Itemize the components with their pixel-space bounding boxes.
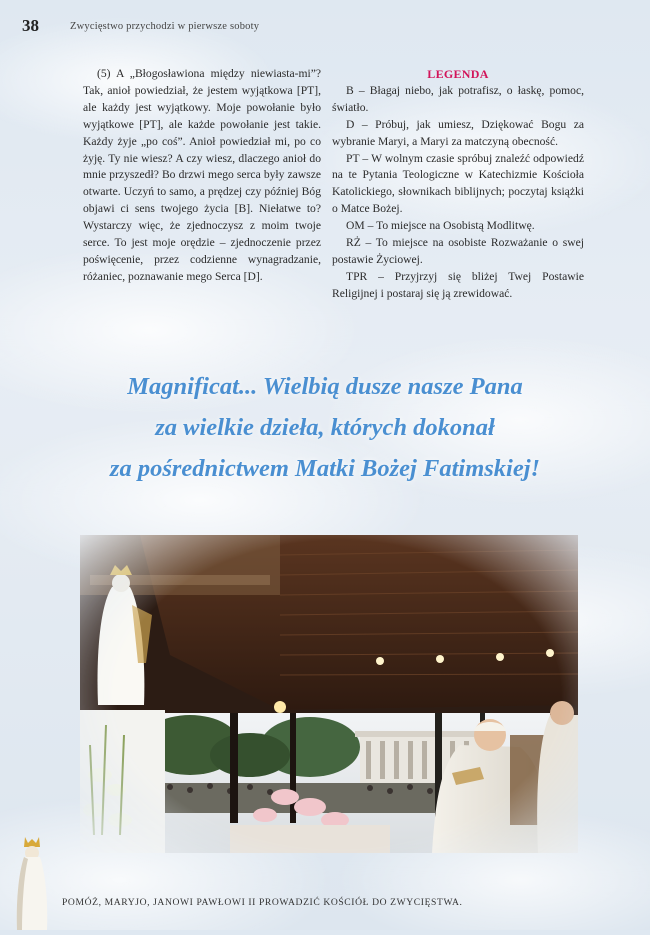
magnificat-slogan [40,366,610,489]
body-paragraph: (5) A „Błogosławiona między niewiasta-mi”? Tak, anioł powiedział, że jestem wyjątkowa [PT], ale każdy jest wyjątkowy. Moje powołanie było wyjątkowe [PT], ale każde powołanie jest takie. Każdy żyje „po coś”. Anioł powiedział mi, po co żyję. Ty nie wiesz? A czy wiesz, dlaczego anioł do mnie przyszedł? Bo drzwi mego serca były zawsze otwarte. Uczyń to samo, a prędzej czy później Bóg objawi ci sens twojego życia [B]. Niełatwe to? Wystarczy więc, że zjednoczysz z moim twoje serce. To jest moje orędzie – zjednoczenie przez poświęcenie, przez codzienne wynagradzanie, różaniec, poznawanie mego Serca [D]. [83,67,321,283]
legend-item-d: D – Próbuj, jak umiesz, Dziękować Bogu za wybranie Maryi, a Maryi za matczyną obecność. [332,117,584,148]
legend-item-pt: PT – W wolnym czasie spróbuj znaleźć odpowiedź na te Pytania Teologiczne w Katechizmie Kościoła Katolickiego, słownikach biblijnych; poczytaj książki o Matce Bożej. [332,151,584,216]
legend-title: LEGENDA [427,67,489,81]
left-column [83,66,321,286]
slogan-line-2: za wielkie dzieła, których dokonał [155,414,495,441]
fatima-statue-icon [14,835,50,930]
legend-item-om: OM – To miejsce na Osobistą Modlitwę. [346,219,535,233]
legend-column [332,66,584,303]
slogan-line-1: Magnificat... Wielbią dusze nasze Pana [127,373,523,400]
footer-prayer: POMÓŻ, MARYJO, JANOWI PAWŁOWI II PROWADZIĆ KOŚCIÓŁ DO ZWYCIĘSTWA. [62,897,463,908]
legend-item-b: B – Błagaj niebo, jak potrafisz, o łaskę, pomoc, światło. [332,83,584,114]
running-head: Zwycięstwo przychodzi w pierwsze soboty [70,21,260,32]
legend-item-rz: RŻ – To miejsce na osobiste Rozważanie o swej postawie Życiowej. [332,236,584,266]
slogan-line-3: za pośrednictwem Matki Bożej Fatimskiej! [109,455,541,482]
pope-at-fatima-photo [80,535,578,853]
page-number: 38 [22,16,39,35]
legend-item-tpr: TPR – Przyjrzyj się bliżej Twej Postawie Religijnej i postaraj się ją zrewidować. [332,269,584,300]
